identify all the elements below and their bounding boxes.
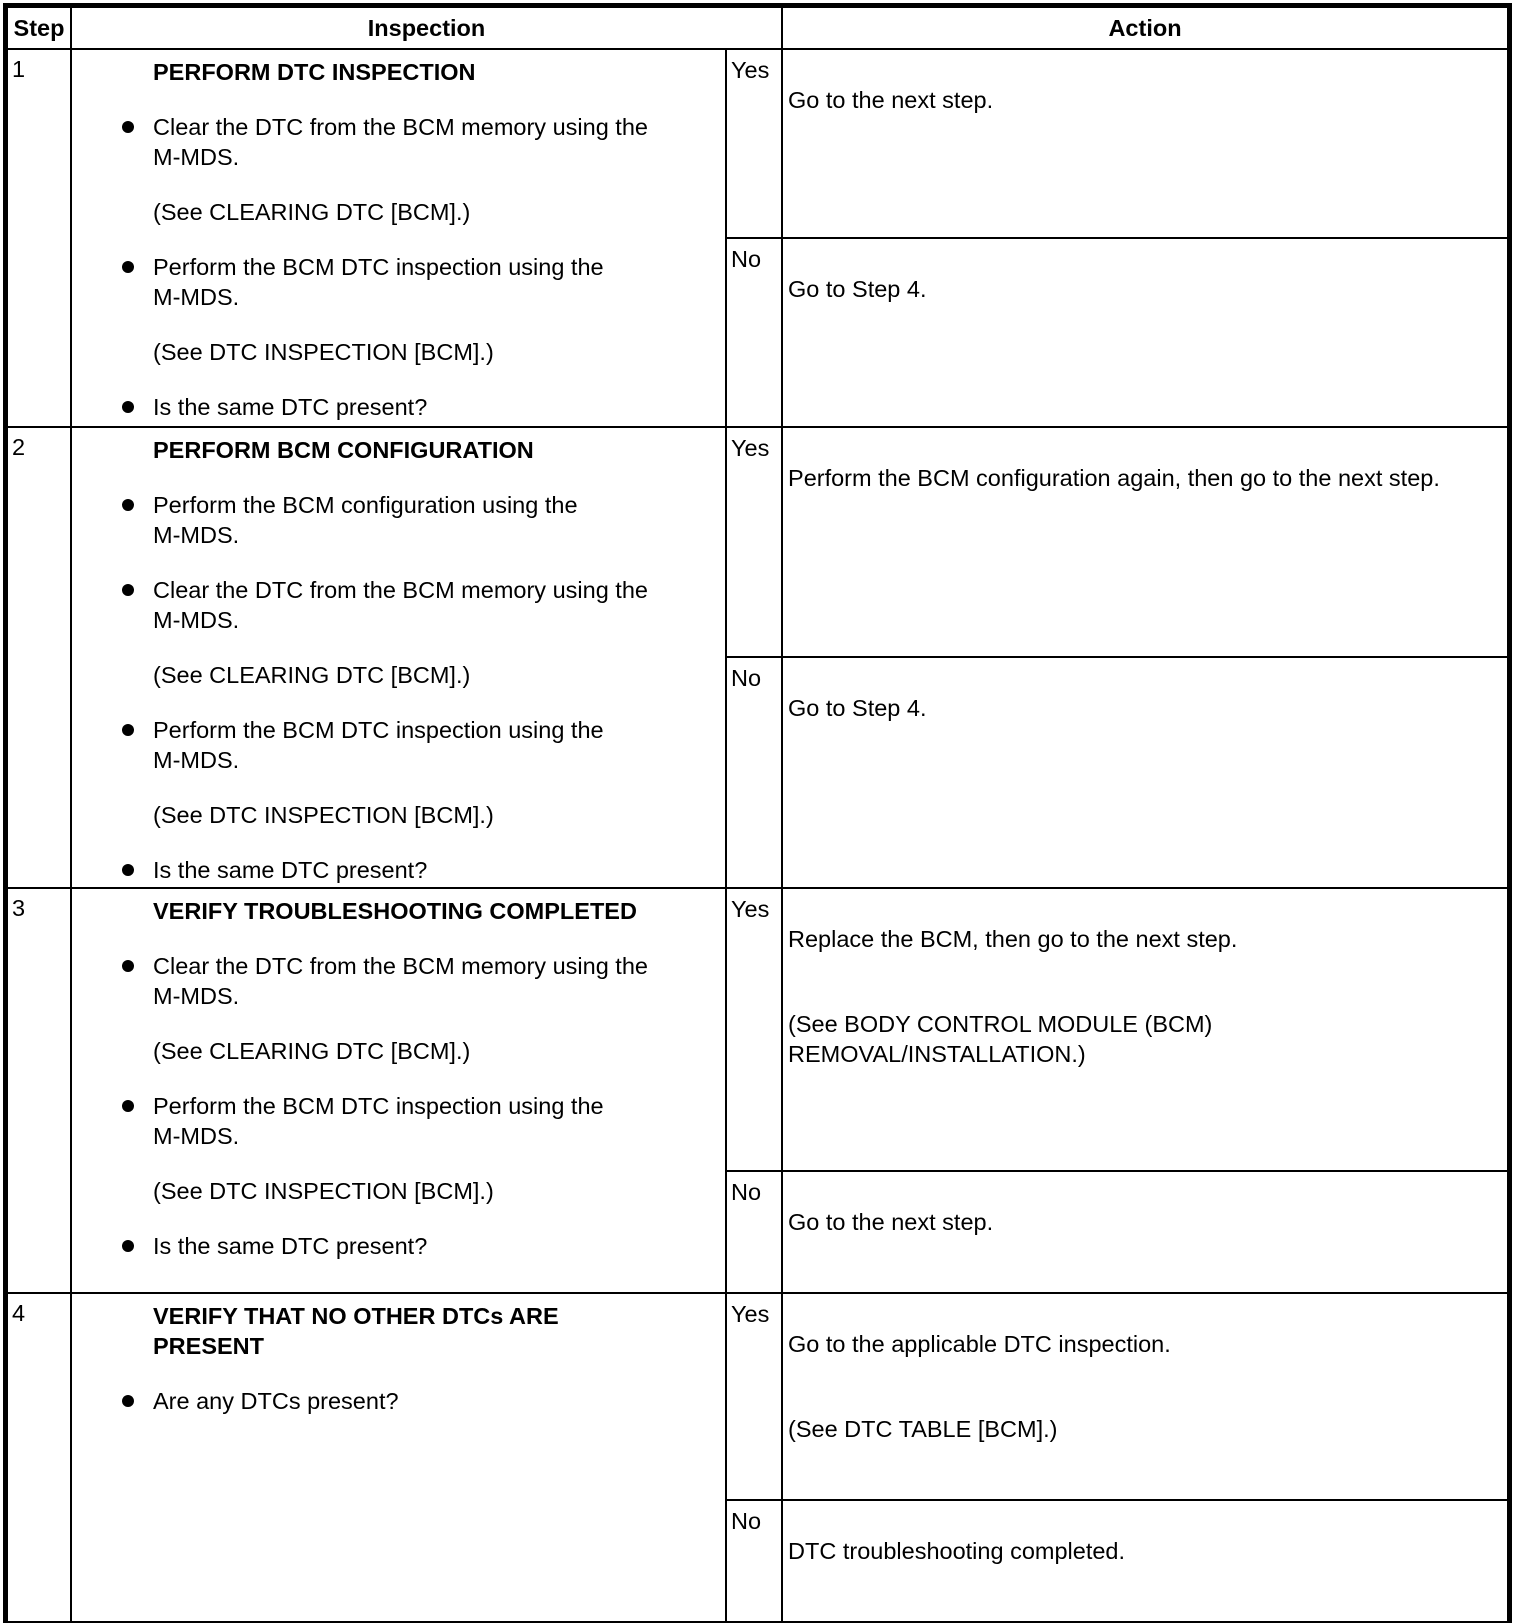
inspection-item: Clear the DTC from the BCM memory using the M-MDS. bbox=[153, 953, 648, 1009]
inspection-title: VERIFY TROUBLESHOOTING COMPLETED bbox=[153, 898, 637, 924]
inspection-item: Perform the BCM configuration using the M-MDS. bbox=[153, 492, 578, 548]
no-action bbox=[782, 238, 1508, 427]
inspection-item: (See CLEARING DTC [BCM].) bbox=[153, 1038, 471, 1064]
bullet-icon bbox=[122, 499, 134, 511]
action-text: Go to the applicable DTC inspection. bbox=[788, 1331, 1171, 1357]
bullet-icon bbox=[122, 864, 134, 876]
table-header-row bbox=[7, 7, 1508, 49]
step-number: 4 bbox=[7, 1293, 71, 1622]
inspection-item: (See DTC INSPECTION [BCM].) bbox=[153, 339, 494, 365]
yes-action bbox=[782, 427, 1508, 657]
bullet-icon bbox=[122, 724, 134, 736]
step-number: 3 bbox=[7, 888, 71, 1293]
no-action bbox=[782, 1171, 1508, 1293]
no-label: No bbox=[726, 238, 782, 427]
yes-label: Yes bbox=[726, 888, 782, 1171]
inspection-item: Is the same DTC present? bbox=[153, 857, 428, 883]
table-row bbox=[7, 888, 1508, 1171]
inspection-item: Is the same DTC present? bbox=[153, 394, 428, 420]
inspection-item: Perform the BCM DTC inspection using the M-MDS. bbox=[153, 1093, 604, 1149]
inspection-title: VERIFY THAT NO OTHER DTCs ARE PRESENT bbox=[153, 1303, 559, 1359]
bullet-icon bbox=[122, 584, 134, 596]
inspection-cell bbox=[71, 427, 726, 888]
inspection-item: (See DTC INSPECTION [BCM].) bbox=[153, 1178, 494, 1204]
bullet-icon bbox=[122, 121, 134, 133]
yes-action bbox=[782, 888, 1508, 1171]
no-label: No bbox=[726, 1171, 782, 1293]
no-label: No bbox=[726, 1500, 782, 1622]
header-step: Step bbox=[7, 7, 71, 49]
action-text: (See BODY CONTROL MODULE (BCM) REMOVAL/INSTALLATION.) bbox=[788, 1011, 1213, 1067]
action-text: Perform the BCM configuration again, then go to the next step. bbox=[788, 465, 1440, 491]
no-label: No bbox=[726, 657, 782, 888]
header-action: Action bbox=[782, 7, 1508, 49]
action-text: Go to Step 4. bbox=[788, 695, 927, 721]
inspection-cell bbox=[71, 49, 726, 427]
inspection-item: Are any DTCs present? bbox=[153, 1388, 399, 1414]
inspection-item: Perform the BCM DTC inspection using the M-MDS. bbox=[153, 717, 604, 773]
bullet-icon bbox=[122, 1395, 134, 1407]
action-text: Replace the BCM, then go to the next step. bbox=[788, 926, 1238, 952]
inspection-cell bbox=[71, 888, 726, 1293]
action-text: (See DTC TABLE [BCM].) bbox=[788, 1416, 1058, 1442]
inspection-item: (See CLEARING DTC [BCM].) bbox=[153, 199, 471, 225]
table-row bbox=[7, 427, 1508, 657]
inspection-item: Is the same DTC present? bbox=[153, 1233, 428, 1259]
yes-action bbox=[782, 1293, 1508, 1500]
no-action bbox=[782, 1500, 1508, 1622]
table-row bbox=[7, 49, 1508, 238]
yes-label: Yes bbox=[726, 427, 782, 657]
inspection-title: PERFORM BCM CONFIGURATION bbox=[153, 437, 534, 463]
no-action bbox=[782, 657, 1508, 888]
bullet-icon bbox=[122, 1240, 134, 1252]
bullet-icon bbox=[122, 401, 134, 413]
action-text: Go to Step 4. bbox=[788, 276, 927, 302]
dtc-troubleshooting-table bbox=[6, 6, 1509, 1623]
bullet-icon bbox=[122, 261, 134, 273]
bullet-icon bbox=[122, 960, 134, 972]
inspection-item: Clear the DTC from the BCM memory using the M-MDS. bbox=[153, 577, 648, 633]
inspection-cell bbox=[71, 1293, 726, 1622]
header-inspection: Inspection bbox=[71, 7, 782, 49]
step-number: 1 bbox=[7, 49, 71, 427]
yes-action bbox=[782, 49, 1508, 238]
action-text: DTC troubleshooting completed. bbox=[788, 1538, 1126, 1564]
inspection-item: Clear the DTC from the BCM memory using the M-MDS. bbox=[153, 114, 648, 170]
inspection-item: (See CLEARING DTC [BCM].) bbox=[153, 662, 471, 688]
action-text: Go to the next step. bbox=[788, 87, 994, 113]
inspection-title: PERFORM DTC INSPECTION bbox=[153, 59, 476, 85]
yes-label: Yes bbox=[726, 49, 782, 238]
inspection-item: Perform the BCM DTC inspection using the M-MDS. bbox=[153, 254, 604, 310]
inspection-item: (See DTC INSPECTION [BCM].) bbox=[153, 802, 494, 828]
yes-label: Yes bbox=[726, 1293, 782, 1500]
step-number: 2 bbox=[7, 427, 71, 888]
action-text: Go to the next step. bbox=[788, 1209, 994, 1235]
table-row bbox=[7, 1293, 1508, 1500]
bullet-icon bbox=[122, 1100, 134, 1112]
